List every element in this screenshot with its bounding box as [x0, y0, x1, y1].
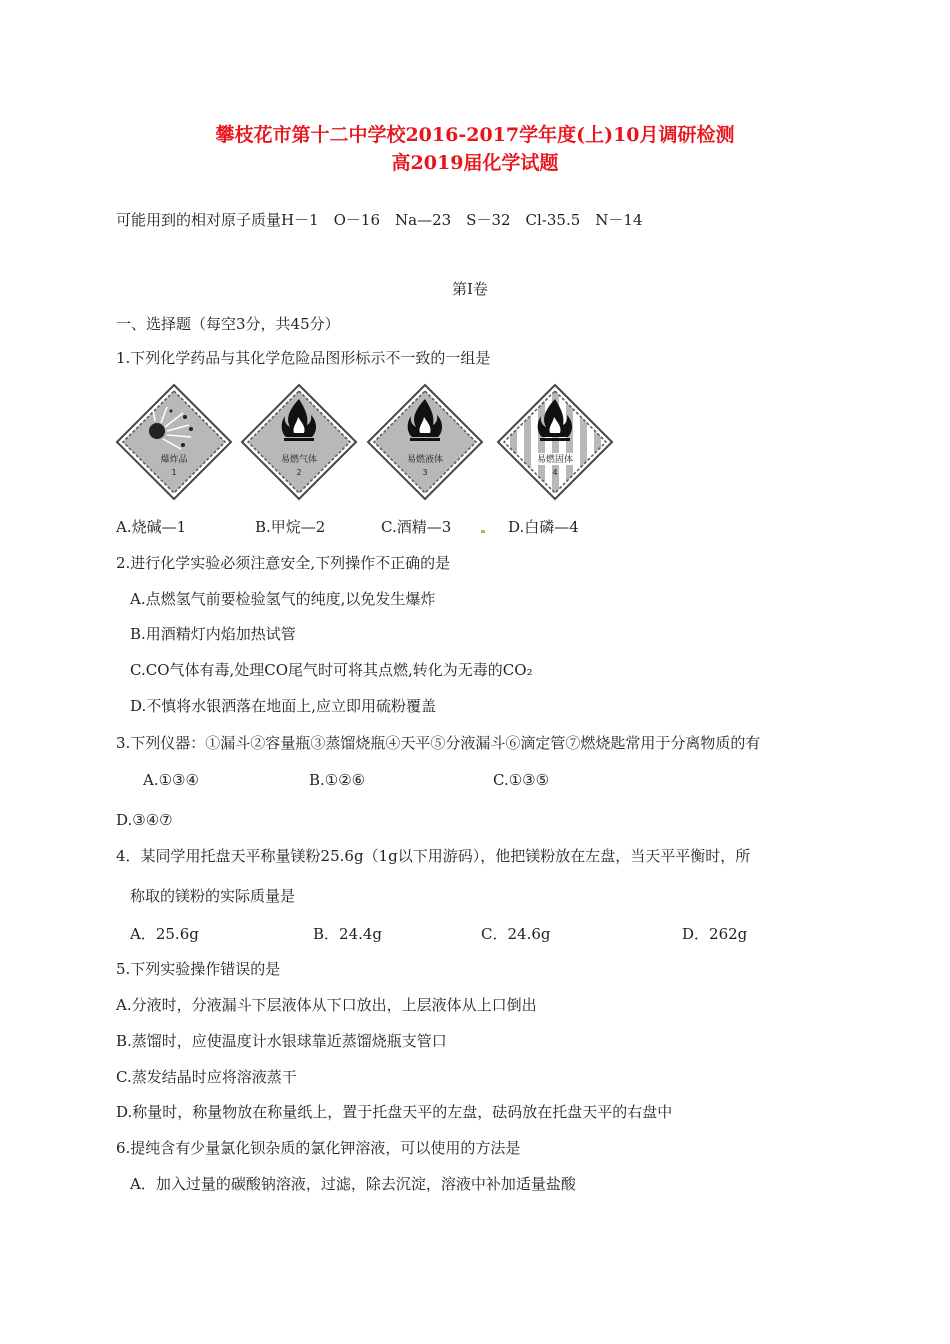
exam-title-line1: 攀枝花市第十二中学校2016-2017学年度(上)10月调研检测 — [215, 124, 735, 146]
section-heading: 第Ⅰ卷 — [452, 280, 488, 298]
question-3-option-c: C.①③⑤ — [493, 771, 550, 789]
question-5-stem: 5.下列实验操作错误的是 — [116, 960, 281, 978]
question-5-option-b: B.蒸馏时，应使温度计水银球靠近蒸馏烧瓶支管口 — [116, 1032, 447, 1050]
hazard-sign-flammable-liquid — [366, 383, 484, 501]
question-3-option-a: A.①③④ — [143, 771, 199, 789]
hazard-sign-explosive — [115, 383, 233, 501]
question-1-option-b: B.甲烷—2 — [255, 518, 326, 536]
hazard-sign-number: 2 — [296, 468, 302, 477]
question-1-option-c: C.酒精—3 — [381, 518, 452, 536]
flame-icon — [366, 383, 484, 501]
question-2-stem: 2.进行化学实验必须注意安全,下列操作不正确的是 — [116, 554, 451, 572]
question-3-stem: 3.下列仪器：①漏斗②容量瓶③蒸馏烧瓶④天平⑤分液漏斗⑥滴定管⑦燃烧匙常用于分离物质的有 — [116, 734, 761, 752]
question-1-option-d: D.白磷—4 — [508, 518, 579, 536]
question-6-option-a: A．加入过量的碳酸钠溶液，过滤，除去沉淀，溶液中补加适量盐酸 — [130, 1175, 576, 1193]
hazard-sign-label: 易燃固体 — [536, 455, 574, 465]
question-2-option-c: C.CO气体有毒,处理CO尾气时可将其点燃,转化为无毒的CO₂ — [130, 661, 533, 679]
question-4-option-b: B．24.4g — [313, 925, 383, 943]
question-4-stem-line2: 称取的镁粉的实际质量是 — [130, 887, 296, 905]
hazard-sign-number: 1 — [171, 468, 177, 477]
question-4-stem: 4．某同学用托盘天平称量镁粉25.6g（1g以下用游码），他把镁粉放在左盘，当天平平衡时，所 — [116, 847, 751, 865]
hazard-sign-number: 3 — [422, 468, 428, 477]
question-6-stem: 6.提纯含有少量氯化钡杂质的氯化钾溶液，可以使用的方法是 — [116, 1139, 521, 1157]
hazard-sign-label: 爆炸品 — [160, 455, 188, 465]
question-4-option-d: D．262g — [682, 925, 748, 943]
question-1-stem: 1.下列化学药品与其化学危险品图形标示不一致的一组是 — [116, 349, 491, 367]
question-4-option-c: C．24.6g — [481, 925, 551, 943]
flame-icon — [496, 383, 614, 501]
question-1-option-a: A.烧碱—1 — [116, 518, 187, 536]
hazard-sign-label: 易燃气体 — [280, 455, 318, 465]
question-4-option-a: A．25.6g — [130, 925, 199, 943]
question-2-option-d: D.不慎将水银洒落在地面上,应立即用硫粉覆盖 — [130, 697, 437, 715]
explosion-icon — [115, 383, 233, 501]
exam-title-line2: 高2019届化学试题 — [391, 152, 559, 174]
atomic-masses: 可能用到的相对原子质量H－1 O－16 Na—23 S－32 Cl-35.5 N－14 — [116, 211, 643, 229]
question-5-option-a: A.分液时，分液漏斗下层液体从下口放出，上层液体从上口倒出 — [116, 996, 537, 1014]
question-2-option-a: A.点燃氢气前要检验氢气的纯度,以免发生爆炸 — [130, 590, 436, 608]
question-5-option-c: C.蒸发结晶时应将溶液蒸干 — [116, 1068, 297, 1086]
question-3-option-b: B.①②⑥ — [309, 771, 366, 789]
hazard-sign-flammable-solid — [496, 383, 614, 501]
flame-icon — [240, 383, 358, 501]
hazard-sign-flammable-gas — [240, 383, 358, 501]
question-2-option-b: B.用酒精灯内焰加热试管 — [130, 625, 296, 643]
stray-mark — [481, 530, 485, 533]
question-5-option-d: D.称量时，称量物放在称量纸上，置于托盘天平的左盘，砝码放在托盘天平的右盘中 — [116, 1103, 673, 1121]
hazard-sign-label: 易燃液体 — [406, 455, 444, 465]
hazard-sign-number: 4 — [552, 468, 558, 477]
question-3-option-d: D.③④⑦ — [116, 811, 173, 829]
part-heading: 一、选择题（每空3分，共45分） — [116, 315, 340, 333]
